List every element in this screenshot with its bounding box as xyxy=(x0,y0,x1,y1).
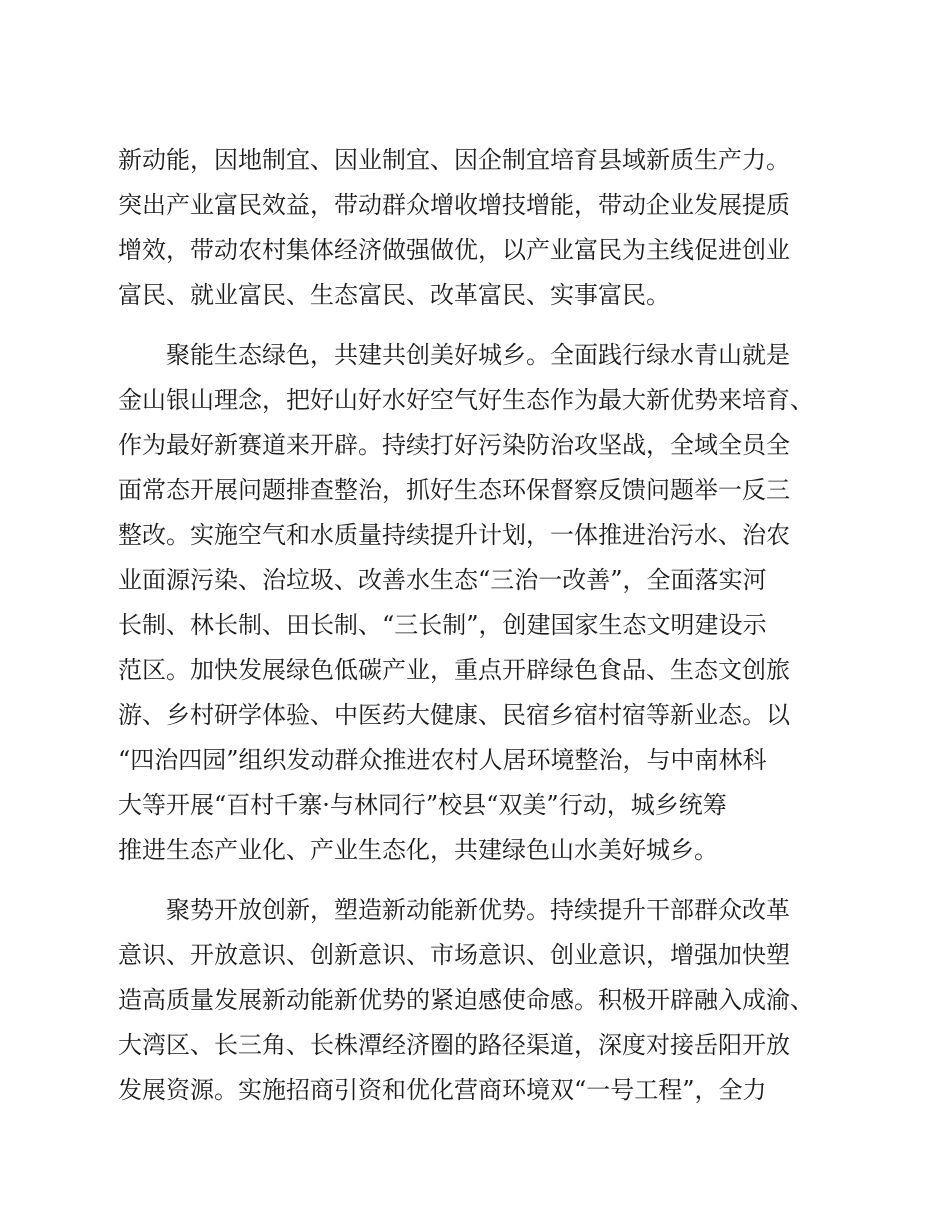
text-line: 富民、就业富民、生态富民、改革富民、实事富民。 xyxy=(118,281,670,309)
text-line: 推进生态产业化、产业生态化，共建绿色山水美好城乡。 xyxy=(118,836,718,864)
text-line: 长制、林长制、田长制、“三长制”，创建国家生态文明建设示 xyxy=(118,611,767,639)
text-line: 突出产业富民效益，带动群众增收增技增能，带动企业发展提质 xyxy=(118,191,790,219)
document-body xyxy=(118,138,838,1128)
text-line: 游、乡村研学体验、中医药大健康、民宿乡宿村宿等新业态。以 xyxy=(118,701,790,729)
text-line: 作为最好新赛道来开辟。持续打好污染防治攻坚战，全域全员全 xyxy=(118,431,790,459)
text-line: 金山银山理念，把好山好水好空气好生态作为最大新优势来培育、 xyxy=(118,386,814,414)
paragraph-2 xyxy=(118,333,838,873)
text-line: 业面源污染、治垃圾、改善水生态“三治一改善”，全面落实河 xyxy=(118,566,767,594)
text-line: 范区。加快发展绿色低碳产业，重点开辟绿色食品、生态文创旅 xyxy=(118,656,790,684)
text-line: 意识、开放意识、创新意识、市场意识、创业意识，增强加快塑 xyxy=(118,941,790,969)
text-line: 发展资源。实施招商引资和优化营商环境双“一号工程”，全力 xyxy=(118,1076,767,1104)
paragraph-3 xyxy=(118,888,838,1113)
text-line: 面常态开展问题排查整治，抓好生态环保督察反馈问题举一反三 xyxy=(118,476,790,504)
paragraph-1 xyxy=(118,138,838,318)
text-line: 新动能，因地制宜、因业制宜、因企制宜培育县域新质生产力。 xyxy=(118,146,790,174)
text-line: 聚能生态绿色，共建共创美好城乡。全面践行绿水青山就是 xyxy=(166,341,790,369)
text-line: “四治四园”组织发动群众推进农村人居环境整治，与中南林科 xyxy=(118,746,767,774)
text-line: 增效，带动农村集体经济做强做优，以产业富民为主线促进创业 xyxy=(118,236,790,264)
text-line: 大湾区、长三角、长株潭经济圈的路径渠道，深度对接岳阳开放 xyxy=(118,1031,790,1059)
text-line: 造高质量发展新动能新优势的紧迫感使命感。积极开辟融入成渝、 xyxy=(118,986,814,1014)
text-line: 大等开展“百村千寨·与林同行”校县“双美”行动，城乡统筹 xyxy=(118,791,727,819)
text-line: 聚势开放创新，塑造新动能新优势。持续提升干部群众改革 xyxy=(166,896,790,924)
text-line: 整改。实施空气和水质量持续提升计划，一体推进治污水、治农 xyxy=(118,521,790,549)
